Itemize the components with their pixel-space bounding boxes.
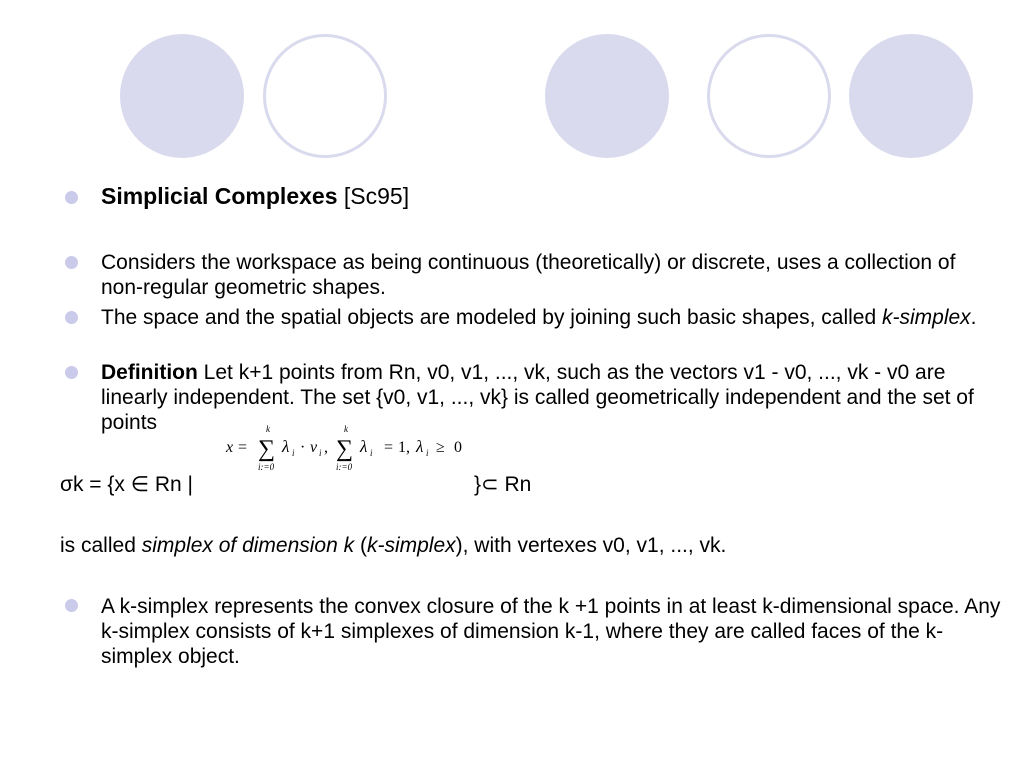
decor-circle-1 [120, 34, 244, 158]
called-line [60, 533, 726, 558]
formula-sub-i-1: i [292, 448, 295, 458]
called-post: ), with vertexes v0, v1, ..., vk. [455, 534, 727, 557]
definition-text: Let k+1 points from Rn, v0, v1, ..., vk, such as the vectors v1 - v0, ..., vk - v0 are linearly independent. The set {v0, v1, ..., vk} is called geometrically independent and the set of points [101, 361, 974, 434]
simplex-formula [222, 424, 482, 476]
called-term-1: simplex of dimension k [141, 534, 355, 557]
definition-label: Definition [101, 361, 198, 384]
title-bold: Simplicial Complexes [101, 183, 338, 209]
bullet-dot-title [65, 191, 78, 204]
set-line-right: }⊂ Rn [474, 473, 532, 496]
formula-sum-lower-2: i:=0 [336, 462, 353, 472]
decor-circle-4 [707, 34, 831, 158]
formula-lambda-2: λ [360, 437, 368, 456]
called-mid: ( [354, 534, 367, 557]
bullet-text-2 [101, 305, 1001, 330]
formula-x: x [226, 439, 234, 456]
set-line-left: σk = {x ∈ Rn | [60, 473, 194, 496]
title-reference: [Sc95] [337, 183, 410, 209]
called-term-2: k-simplex [366, 534, 456, 557]
bullet-dot-3 [65, 366, 78, 379]
bullet-2-term: k-simplex [881, 306, 971, 329]
formula-comma: , [324, 439, 328, 456]
formula-eq-2: = [384, 439, 394, 456]
bullet-dot-2 [65, 311, 78, 324]
bullet-2-post: . [970, 306, 977, 329]
bullet-text-1: Considers the workspace as being continuous (theoretically) or discrete, uses a collection of non-regular geometric shapes. [101, 251, 956, 299]
formula-sum-1: ∑ [258, 436, 276, 462]
formula-dot: · [300, 439, 306, 456]
formula-eq-1: = [238, 439, 248, 456]
formula-sub-i-4: i [426, 448, 429, 458]
formula-sum-upper-2: k [344, 424, 348, 434]
formula-lambda-1: λ [282, 437, 290, 456]
slide-title [101, 184, 1001, 209]
formula-lambda-3: λ [416, 437, 424, 456]
formula-v: v [310, 439, 318, 456]
bullet-2-pre: The space and the spatial objects are modeled by joining such basic shapes, called [101, 306, 882, 329]
formula-geq: ≥ [436, 439, 445, 456]
formula-zero: 0 [454, 439, 462, 456]
bullet-dot-4 [65, 599, 78, 612]
formula-sub-i-3: i [370, 448, 373, 458]
formula-sum-2: ∑ [336, 436, 354, 462]
formula-sum-lower-1: i:=0 [258, 462, 275, 472]
decor-circle-5 [849, 34, 973, 158]
bullet-dot-1 [65, 256, 78, 269]
decor-circle-3 [545, 34, 669, 158]
bullet-text-4: A k-simplex represents the convex closure of the k +1 points in at least k-dimensional space. Any k-simplex consists of k+1 simplexes of dimension k-1, where they are called faces of the k-simplex object. [101, 595, 1001, 668]
formula-sum-upper-1: k [266, 424, 270, 434]
called-pre: is called [60, 534, 142, 557]
formula-one: 1, [398, 439, 410, 456]
formula-sub-i-2: i [319, 448, 322, 458]
decor-circle-2 [263, 34, 387, 158]
